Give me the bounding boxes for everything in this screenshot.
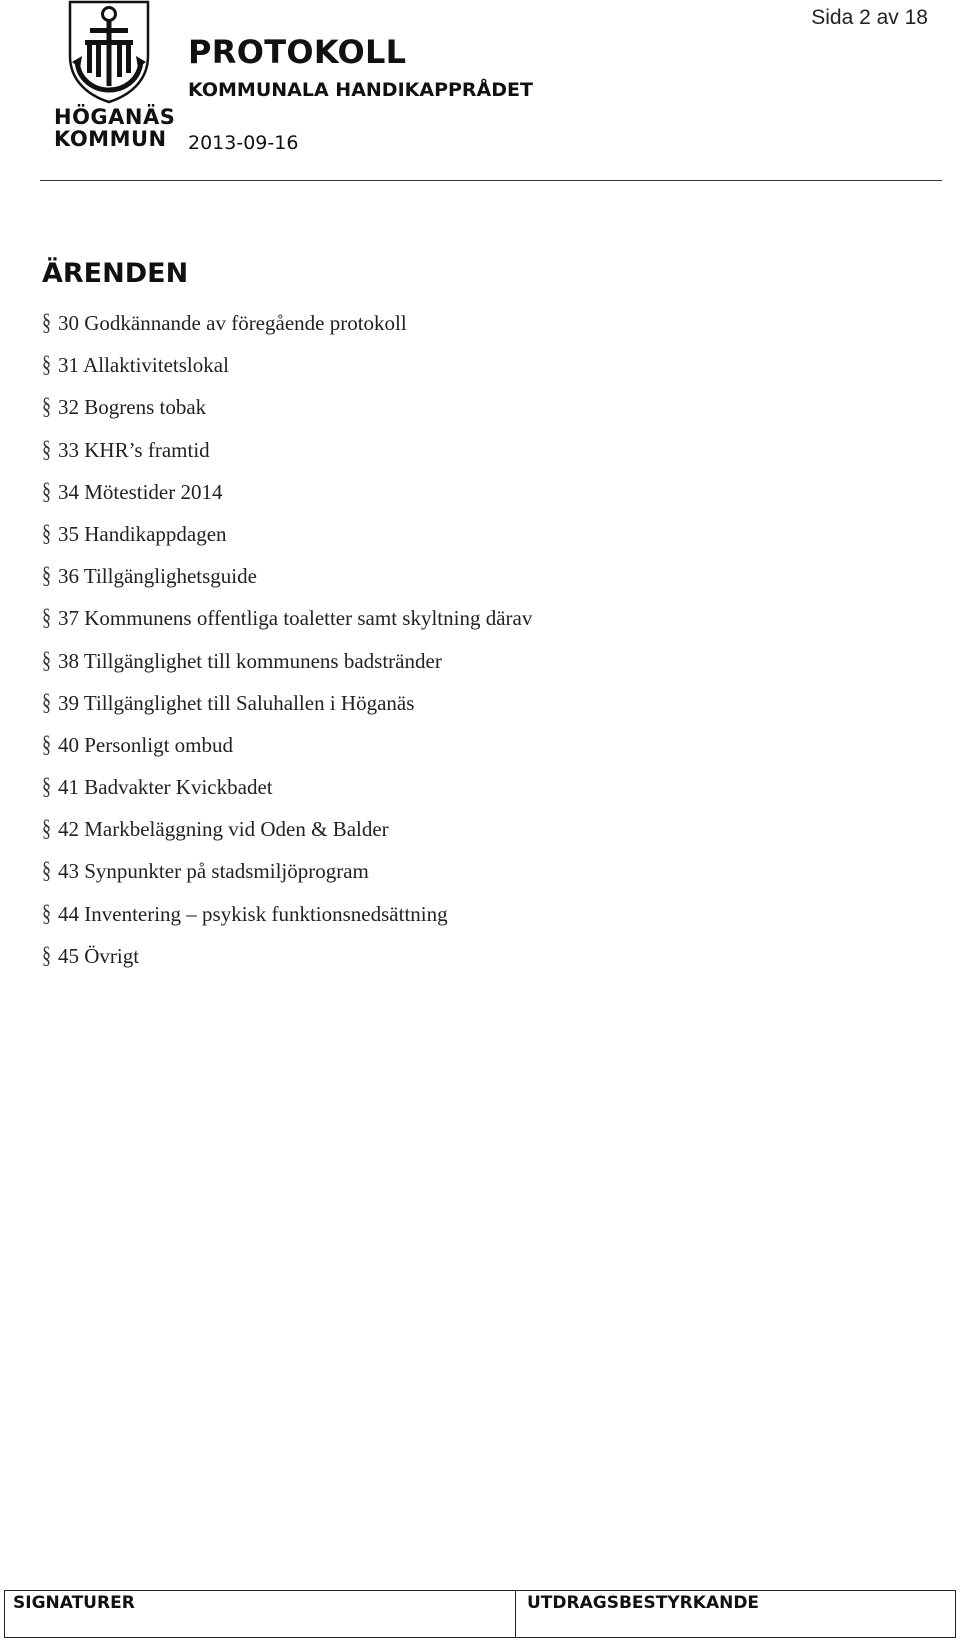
- paragraph-sign-icon: §: [42, 942, 51, 969]
- agenda-item-text: 43 Synpunkter på stadsmiljöprogram: [58, 859, 369, 884]
- agenda-item-text: 44 Inventering – psykisk funktionsnedsättning: [58, 901, 448, 926]
- agenda-item: [42, 519, 532, 561]
- paragraph-sign-icon: §: [42, 731, 51, 758]
- agenda-item-text: 37 Kommunens offentliga toaletter samt skyltning därav: [58, 606, 533, 631]
- paragraph-sign-icon: §: [42, 352, 51, 379]
- footer-divider: [515, 1591, 516, 1637]
- agenda-item-text: 39 Tillgänglighet till Saluhallen i Höganäs: [58, 690, 415, 715]
- paragraph-sign-icon: §: [42, 563, 51, 590]
- signature-footer: [4, 1590, 956, 1638]
- agenda-item: [42, 392, 532, 434]
- paragraph-sign-icon: §: [42, 520, 51, 547]
- agenda-item: [42, 730, 532, 772]
- agenda-list: [42, 308, 532, 983]
- agenda-item-text: 31 Allaktivitetslokal: [58, 353, 229, 378]
- paragraph-sign-icon: §: [42, 816, 51, 843]
- paragraph-sign-icon: §: [42, 858, 51, 885]
- agenda-item-text: 30 Godkännande av föregående protokoll: [58, 311, 407, 335]
- agenda-item-text: 45 Övrigt: [58, 943, 140, 968]
- agenda-item: [42, 350, 532, 392]
- agenda-item-text: 41 Badvakter Kvickbadet: [58, 775, 273, 800]
- document-subtitle: KOMMUNALA HANDIKAPPRÅDET: [188, 79, 533, 101]
- extract-certification-label: UTDRAGSBESTYRKANDE: [527, 1593, 760, 1613]
- agenda-item: [42, 772, 532, 814]
- agenda-item: [42, 941, 532, 983]
- agenda-item-text: 36 Tillgänglighetsguide: [58, 564, 257, 589]
- agenda-item: [42, 899, 532, 941]
- paragraph-sign-icon: §: [42, 900, 51, 927]
- page-number: Sida 2 av 18: [811, 6, 928, 29]
- agenda-item-text: 32 Bogrens tobak: [58, 395, 207, 420]
- paragraph-sign-icon: §: [42, 689, 51, 716]
- logo-line-1: HÖGANÄS: [54, 105, 176, 129]
- logo-wordmark: [54, 106, 175, 150]
- paragraph-sign-icon: §: [42, 478, 51, 505]
- agenda-item: [42, 435, 532, 477]
- agenda-item: [42, 646, 532, 688]
- agenda-item-text: 40 Personligt ombud: [58, 732, 234, 757]
- document-title: PROTOKOLL: [188, 33, 407, 71]
- agenda-item: [42, 477, 532, 519]
- agenda-item: [42, 856, 532, 898]
- agenda-item-text: 34 Mötestider 2014: [58, 479, 223, 504]
- paragraph-sign-icon: §: [42, 605, 51, 632]
- agenda-item: [42, 308, 532, 350]
- agenda-item-text: 42 Markbeläggning vid Oden & Balder: [58, 817, 389, 842]
- agenda-item: [42, 814, 532, 856]
- logo-line-2: KOMMUN: [54, 127, 167, 151]
- agenda-item-text: 33 KHR’s framtid: [58, 437, 210, 462]
- paragraph-sign-icon: §: [42, 436, 51, 463]
- signatures-label: SIGNATURER: [13, 1593, 135, 1613]
- paragraph-sign-icon: §: [42, 394, 51, 421]
- coat-of-arms-icon: [50, 0, 170, 104]
- paragraph-sign-icon: §: [42, 774, 51, 801]
- agenda-item: [42, 561, 532, 603]
- hoganas-kommun-logo: [50, 0, 176, 160]
- agenda-item-text: 35 Handikappdagen: [58, 521, 227, 546]
- agenda-item: [42, 688, 532, 730]
- header-divider: [40, 180, 942, 181]
- paragraph-sign-icon: §: [42, 310, 51, 336]
- section-heading: ÄRENDEN: [42, 258, 189, 289]
- paragraph-sign-icon: §: [42, 647, 51, 674]
- document-date: 2013-09-16: [188, 132, 299, 154]
- agenda-item-text: 38 Tillgänglighet till kommunens badstränder: [58, 648, 442, 673]
- agenda-item: [42, 603, 532, 645]
